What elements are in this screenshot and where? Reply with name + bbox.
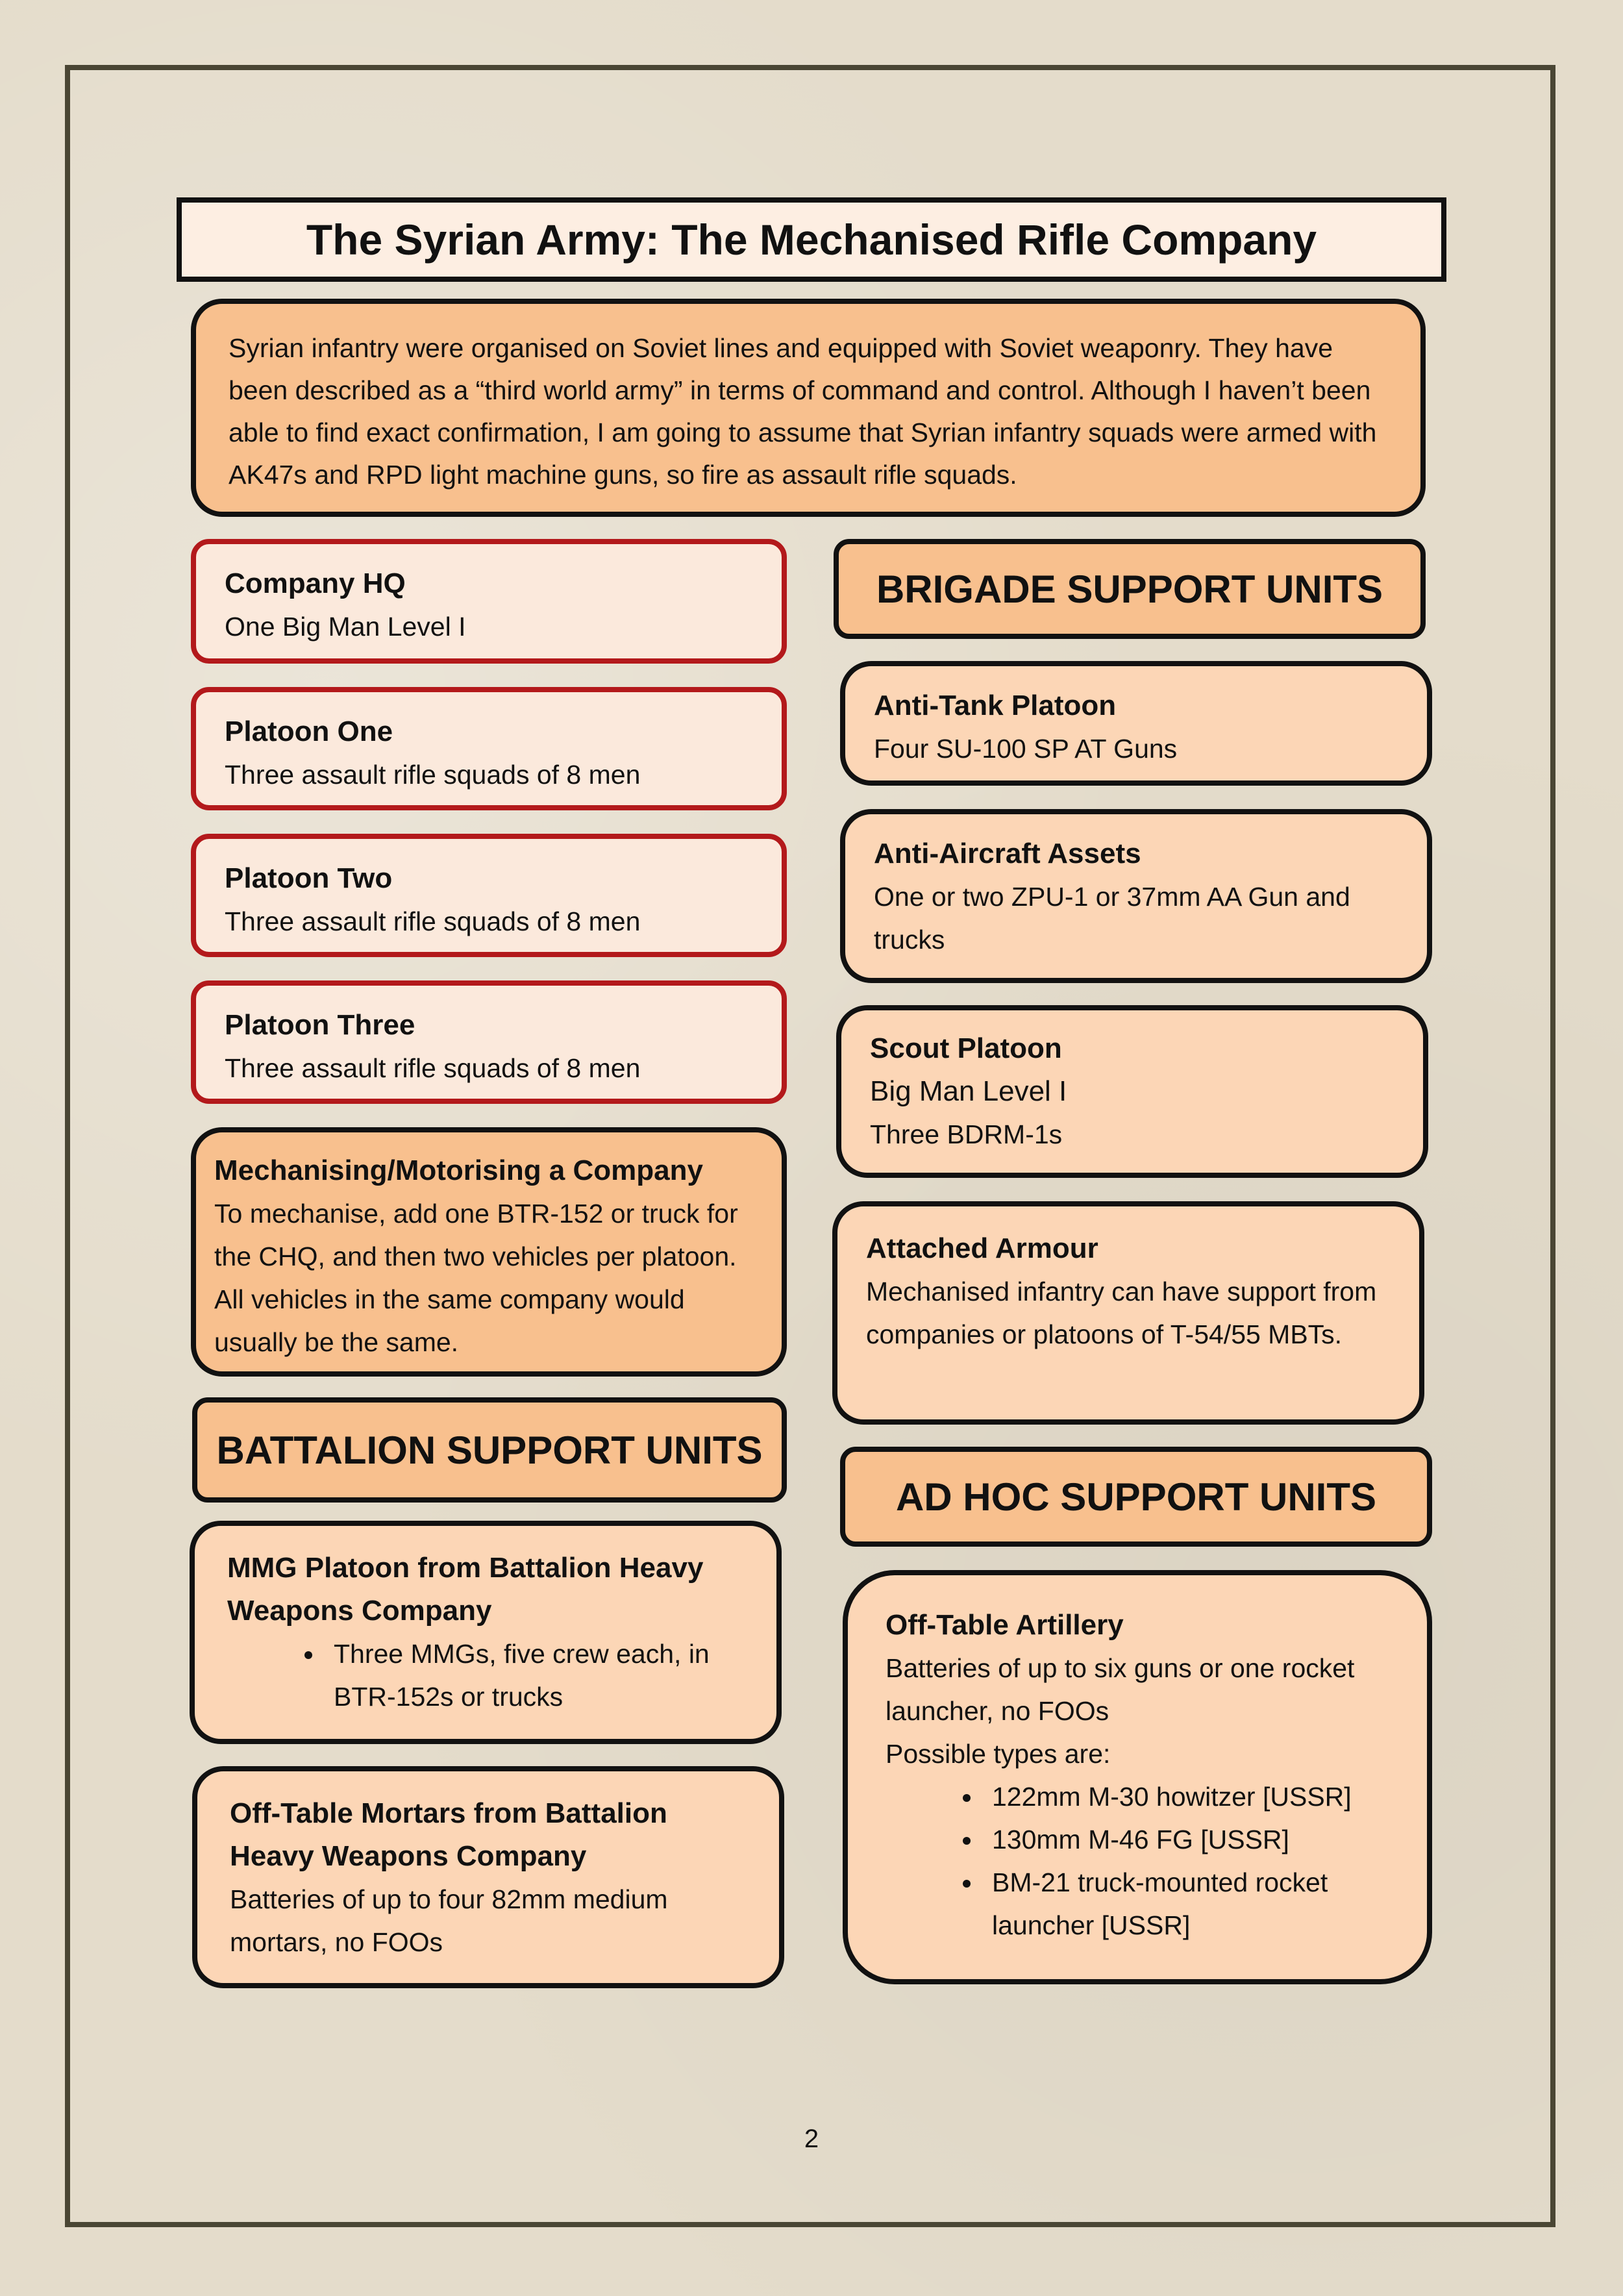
artillery-list — [886, 1775, 1389, 1947]
anti-aircraft-box — [840, 809, 1432, 983]
company-hq-text: One Big Man Level I — [225, 612, 466, 642]
scout-platoon-box — [836, 1005, 1428, 1178]
page-title: The Syrian Army: The Mechanised Rifle Company — [177, 197, 1446, 282]
attached-armour-heading: Attached Armour — [866, 1232, 1098, 1264]
scout-platoon-line2: Three BDRM-1s — [870, 1119, 1063, 1149]
artillery-types-label: Possible types are: — [886, 1739, 1111, 1769]
artillery-heading: Off-Table Artillery — [886, 1609, 1124, 1641]
brigade-support-header: BRIGADE SUPPORT UNITS — [834, 539, 1426, 639]
adhoc-support-header: AD HOC SUPPORT UNITS — [840, 1447, 1432, 1547]
anti-aircraft-heading: Anti-Aircraft Assets — [874, 838, 1141, 869]
mmg-platoon-box — [190, 1521, 782, 1744]
list-item: • 122mm M-30 howitzer [USSR] — [983, 1775, 1389, 1818]
anti-aircraft-text: One or two ZPU-1 or 37mm AA Gun and trucks — [874, 882, 1350, 955]
mechanising-text: To mechanise, add one BTR-152 or truck for the CHQ, and then two vehicles per platoon. All vehicles in the same company would usually be the same. — [214, 1199, 738, 1357]
intro-box — [191, 299, 1426, 517]
mechanising-box — [191, 1127, 787, 1377]
scout-platoon-line1: Big Man Level I — [870, 1075, 1067, 1107]
company-hq-box — [191, 539, 787, 664]
mortars-box — [192, 1766, 784, 1988]
artillery-text: Batteries of up to six guns or one rocket launcher, no FOOs — [886, 1653, 1355, 1726]
platoon-one-heading: Platoon One — [225, 716, 393, 747]
list-item: • 130mm M-46 FG [USSR] — [983, 1818, 1389, 1861]
mmg-platoon-heading: MMG Platoon from Battalion Heavy Weapons Company — [227, 1552, 704, 1627]
platoon-two-heading: Platoon Two — [225, 862, 393, 894]
mortars-heading: Off-Table Mortars from Battalion Heavy Weapons Company — [230, 1797, 667, 1872]
anti-tank-text: Four SU-100 SP AT Guns — [874, 734, 1178, 764]
intro-text: Syrian infantry were organised on Soviet lines and equipped with Soviet weaponry. They have been described as a “third world army” in terms of command and control. Although I haven’t been able to find exact confirmation, I am going to assume that Syrian infantry squads were armed with AK47s and RPD light machine guns, so fire as assault rifle squads. — [229, 333, 1377, 490]
anti-tank-heading: Anti-Tank Platoon — [874, 690, 1117, 721]
platoon-three-heading: Platoon Three — [225, 1009, 415, 1041]
platoon-two-box — [191, 834, 787, 957]
platoon-one-text: Three assault rifle squads of 8 men — [225, 760, 641, 790]
platoon-two-text: Three assault rifle squads of 8 men — [225, 906, 641, 936]
list-item: • BM-21 truck-mounted rocket launcher [USSR] — [983, 1861, 1389, 1947]
list-item: • Three MMGs, five crew each, in BTR-152s or trucks — [325, 1632, 744, 1718]
attached-armour-box — [832, 1201, 1424, 1425]
mortars-text: Batteries of up to four 82mm medium mortars, no FOOs — [230, 1884, 668, 1957]
battalion-support-header: BATTALION SUPPORT UNITS — [192, 1397, 787, 1503]
platoon-one-box — [191, 687, 787, 810]
anti-tank-box — [840, 661, 1432, 786]
company-hq-heading: Company HQ — [225, 568, 406, 599]
platoon-three-box — [191, 980, 787, 1104]
page-number: 2 — [804, 2125, 819, 2153]
scout-platoon-heading: Scout Platoon — [870, 1032, 1062, 1064]
artillery-box — [843, 1570, 1432, 1984]
attached-armour-text: Mechanised infantry can have support from companies or platoons of T-54/55 MBTs. — [866, 1277, 1377, 1349]
mechanising-heading: Mechanising/Motorising a Company — [214, 1154, 703, 1186]
platoon-three-text: Three assault rifle squads of 8 men — [225, 1053, 641, 1083]
mmg-list — [227, 1632, 744, 1718]
